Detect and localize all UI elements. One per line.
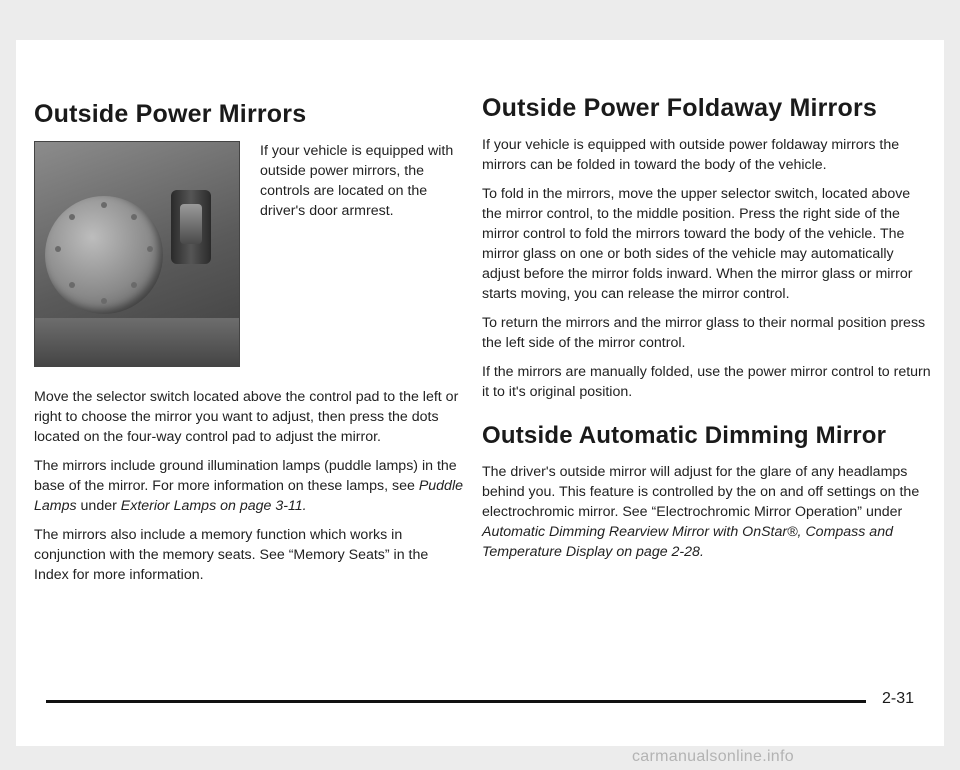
heading-outside-power-mirrors: Outside Power Mirrors: [34, 100, 307, 128]
pad-dot: [101, 298, 107, 304]
paragraph-auto-dimming: [482, 462, 932, 562]
right-column: [482, 94, 932, 571]
pad-dot: [55, 246, 61, 252]
paragraph-selector-switch: Move the selector switch located above the control pad to the left or right to choose the mirror you want to adjust, then press the dots located on the four-way control pad to adjust the mirror.: [34, 389, 459, 445]
pad-dot: [69, 282, 75, 288]
paragraph-return: To return the mirrors and the mirror glass to their normal position press the left side of the mirror control.: [482, 315, 926, 351]
intro-block: [34, 141, 464, 369]
armrest-sill: [35, 318, 239, 366]
intro-text: If your vehicle is equipped with outside power mirrors, the controls are located on the driver's door armrest.: [260, 143, 454, 219]
manual-page: [16, 40, 944, 746]
selector-switch: [171, 190, 211, 264]
page-number: 2-31: [882, 690, 915, 707]
heading-auto-dimming-mirror: Outside Automatic Dimming Mirror: [482, 422, 887, 449]
pad-dot: [131, 282, 137, 288]
mirror-control-photo: [34, 141, 240, 367]
selector-knob: [180, 204, 202, 244]
text-span: under: [76, 498, 121, 514]
text-span: The driver's outside mirror will adjust for the glare of any headlamps behind you. This feature is controlled by the on and off settings on the electrochromic mirror. See “Electrochromic Mirror Operation” under: [482, 464, 920, 520]
heading-foldaway-mirrors: Outside Power Foldaway Mirrors: [482, 94, 877, 122]
paragraph-puddle-lamps: [34, 456, 464, 516]
text-span: The mirrors include ground illumination lamps (puddle lamps) in the base of the mirror. For more information on these lamps, see: [34, 458, 457, 494]
watermark: carmanualsonline.info: [632, 748, 794, 765]
ref-rearview-mirror: Automatic Dimming Rearview Mirror with OnStar®, Compass and Temperature Display on page 2-28.: [482, 524, 893, 560]
pad-dot: [101, 202, 107, 208]
paragraph-foldaway-intro: If your vehicle is equipped with outside power foldaway mirrors the mirrors can be folded in toward the body of the vehicle.: [482, 137, 900, 173]
footer-rule: [46, 700, 866, 703]
control-pad: [45, 196, 163, 314]
ref-exterior-lamps: Exterior Lamps on page 3-11.: [120, 498, 307, 514]
ref-puddle-lamps: Puddle Lamps: [34, 478, 463, 514]
left-column: [34, 100, 464, 594]
paragraph-memory-function: The mirrors also include a memory function which works in conjunction with the memory seats. See “Memory Seats” in the Index for more information.: [34, 527, 429, 583]
pad-dot: [69, 214, 75, 220]
pad-dot: [147, 246, 153, 252]
paragraph-fold-in: To fold in the mirrors, move the upper selector switch, located above the mirror control, to the middle position. Press the right side of the mirror control to fold the mirrors toward the body of the vehicle. The mirror glass on one or both sides of the vehicle may automatically adjust before the mirror folds inward. When the mirror glass or mirror starts moving, you can release the mirror control.: [482, 186, 913, 302]
paragraph-manual-fold: If the mirrors are manually folded, use the power mirror control to return it to it's original position.: [482, 364, 931, 400]
pad-dot: [131, 214, 137, 220]
